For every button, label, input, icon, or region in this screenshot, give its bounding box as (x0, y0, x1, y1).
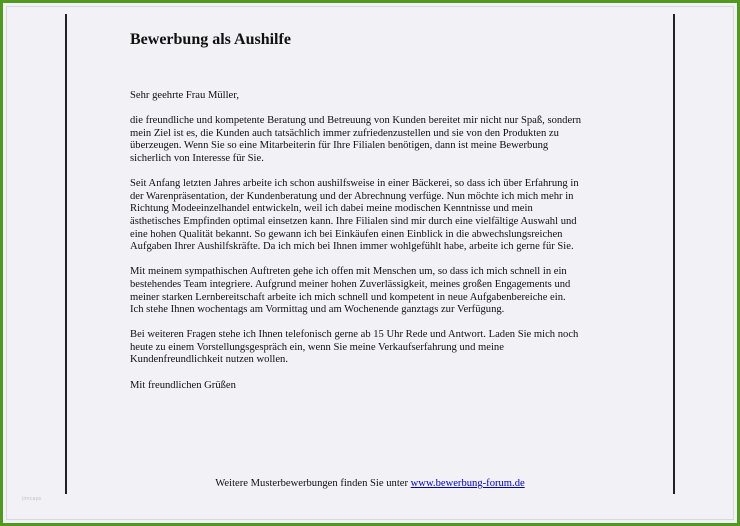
paragraph-line: Mit meinem sympathischen Auftreten gehe ich offen mit Menschen um, so dass ich mich schnell in ein (130, 266, 567, 278)
paragraph-line: ästhetisches Empfinden optimal einsetzen kann. Ihre Filialen sind mir durch eine vielfältige Auswahl und (130, 215, 577, 227)
paragraph-line: Ich stehe Ihnen wochentags am Vormittag und am Wochenende ganztags zur Verfügung. (130, 304, 505, 316)
paragraph-line: die freundliche und kompetente Beratung und Betreuung von Kunden bereitet mir nicht nur Spaß, sondern (130, 115, 581, 127)
footer (0, 478, 740, 489)
footer-link[interactable]: www.bewerbung-forum.de (410, 478, 525, 489)
paragraph-line: Bei weiteren Fragen stehe ich Ihnen telefonisch gerne ab 15 Uhr Rede und Antwort. Laden Sie mich noch (130, 329, 579, 341)
paragraph-line: heute zu einem Vorstellungsgespräch ein, wenn Sie meine Verkaufserfahrung und meine (130, 341, 504, 353)
paragraph-4 (130, 329, 620, 367)
paragraph-line: eine hohen Qualität bekannt. So gewann ich bei Einkäufen einen Einblick in die abwechslungsreichen (130, 228, 563, 240)
paragraph-line: mein Ziel ist es, die Kunden auch tatsächlich immer zufriedenzustellen und sie von den Produkten zu (130, 127, 559, 139)
paragraph-line: meiner starken Lernbereitschaft arbeite ich mich schnell und kompetent in neue Aufgabenbereiche ein. (130, 291, 566, 303)
letter-body (130, 90, 620, 392)
paragraph-line: Aufgaben Ihrer Aushilfskräfte. Da ich mich bei Ihnen immer wohlgefühlt habe, arbeite ich gerne für Sie. (130, 241, 574, 253)
paragraph-line: bestehendes Team integriere. Aufgrund meiner hohen Zuverlässigkeit, meines großen Engagements und (130, 278, 571, 290)
paragraph-line: Kundenfreundlichkeit nutzen wollen. (130, 354, 288, 366)
paragraph-2 (130, 178, 620, 254)
footer-text: Weitere Musterbewerbungen finden Sie unter (215, 478, 408, 489)
paragraph-1 (130, 115, 620, 165)
paragraph-line: sicherlich von Interesse für Sie. (130, 152, 264, 164)
closing: Mit freundlichen Grüßen (130, 379, 236, 391)
watermark: jimcaps (22, 496, 42, 502)
paragraph-line: Seit Anfang letzten Jahres arbeite ich schon aushilfsweise in einer Bäckerei, so dass ich über Erfahrung in (130, 178, 579, 190)
paragraph-line: der Warenpräsentation, der Kundenberatung und der Abrechnung verfüge. Nun möchte ich mich mehr in (130, 190, 574, 202)
paragraph-line: überzeugen. Wenn Sie so eine Mitarbeiterin für Ihre Filialen benötigen, dann ist meine Bewerbung (130, 140, 549, 152)
document-title: Bewerbung als Aushilfe (130, 31, 291, 48)
paragraph-3 (130, 266, 620, 316)
paragraph-line: Richtung Modeeinzelhandel entwickeln, weil ich dabei meine modischen Kenntnisse und mein (130, 203, 533, 215)
left-margin-line (65, 14, 67, 494)
right-margin-line (673, 14, 675, 494)
salutation: Sehr geehrte Frau Müller, (130, 90, 240, 101)
